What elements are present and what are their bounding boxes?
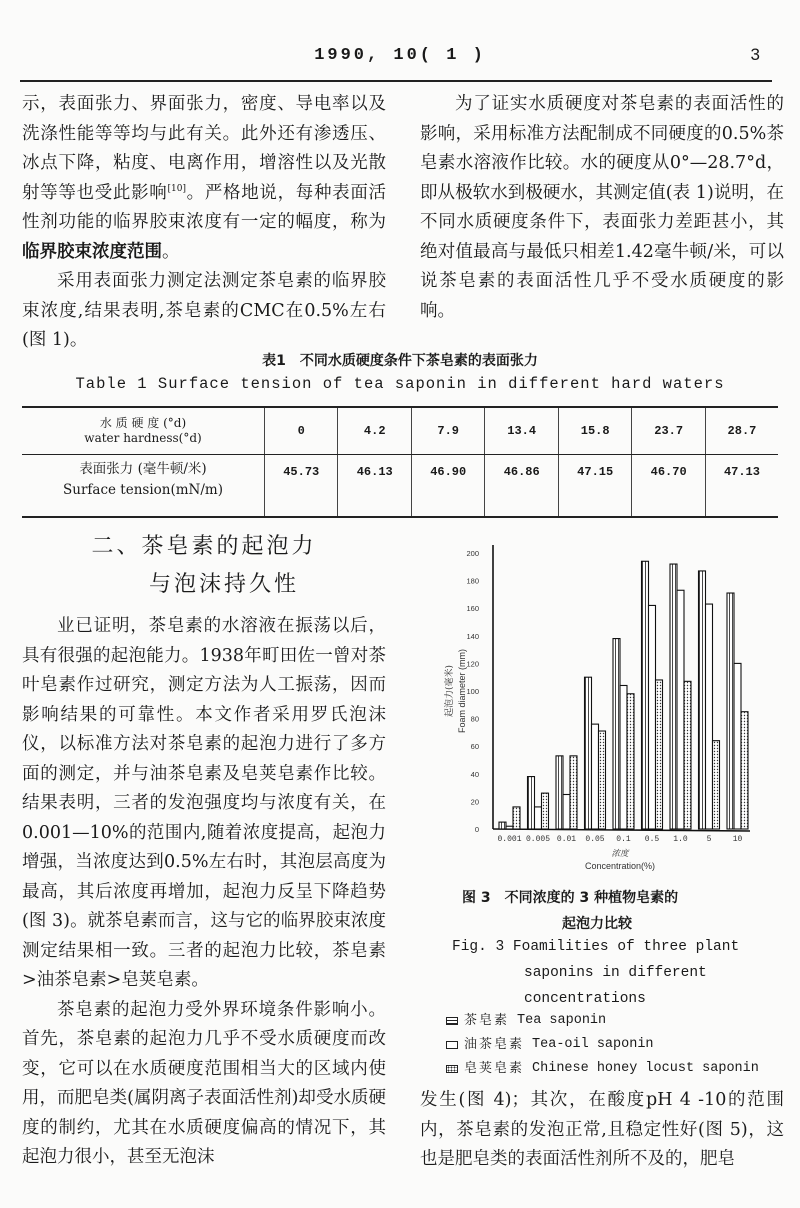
citation: [10] xyxy=(167,183,186,194)
figure-caption-en xyxy=(452,934,792,1012)
legend-en: Tea saponin xyxy=(517,1013,607,1028)
bar-tea-saponin xyxy=(556,756,563,829)
table-caption-en: Table 1 Surface tension of tea saponin in different hard waters xyxy=(75,375,725,393)
y-tick-label: 200 xyxy=(466,549,479,558)
row-header xyxy=(22,407,265,455)
bar-tea-saponin xyxy=(670,564,677,829)
x-axis-label-en: Concentration(%) xyxy=(584,861,656,871)
surface-tension-table xyxy=(22,406,778,518)
figure-caption-cn xyxy=(440,885,770,937)
bar-honey-locust-saponin xyxy=(741,712,748,829)
paragraph: 业已证明，茶皂素的水溶液在振荡以后，具有很强的起泡能力。1938年町田佐一曾对茶叶皂素作过研究，测定方法为人工振荡，因而影响结果的可靠性。本文作者采用罗氏泡沫仪，以标准方法对茶皂素的起泡力进行了多方面的测定，并与油茶皂素及皂荚皂素作比较。结果表明，三者的发泡强度均与浓度有关，在0.001—10%的范围内,随着浓度提高，起泡力增强，当浓度达到0.5%左右时，其泡层高度为最高，其后浓度再增加，起泡力反呈下降趋势(图 3)。就茶皂素而言，这与它的临界胶束浓度测定结果相一致。三者的起泡力比较，茶皂素>油茶皂素>皂荚皂素。 xyxy=(22,616,386,990)
table-cell: 45.73 xyxy=(265,455,338,518)
table-cell: 47.13 xyxy=(723,465,760,479)
bar-tea-saponin xyxy=(613,639,620,829)
x-tick-label: 0.1 xyxy=(616,835,631,844)
y-tick-label: 100 xyxy=(466,687,479,696)
legend-item-tea xyxy=(446,1009,796,1033)
bar-honey-locust-saponin xyxy=(627,694,634,829)
bar-tea-oil-saponin xyxy=(706,604,713,829)
running-header xyxy=(0,42,800,72)
y-tick-label: 140 xyxy=(466,631,479,641)
header-rule xyxy=(20,80,772,82)
bold-term: 临界胶束浓度范围 xyxy=(22,241,162,262)
bar-tea-oil-saponin xyxy=(649,605,656,829)
right-column-bottom xyxy=(420,1086,784,1175)
left-column-bottom xyxy=(22,612,386,1173)
bar-tea-oil-saponin xyxy=(535,807,542,829)
bar-tea-oil-saponin xyxy=(563,795,570,830)
paragraph: 为了证实水质硬度对茶皂素的表面活性的影响，采用标准方法配制成不同硬度的0.5%茶皂素水溶液作比较。水的硬度从0°—28.7°d，即从极软水到极硬水，其测定值(表 1)说明，在不同水质硬度条件下，表面张力差距甚小，其绝对值最高与最低只相差1.42毫牛顿/米，可以说茶皂素的表面活性几乎不受水质硬度的影响。 xyxy=(420,94,784,321)
table-cell: 46.86 xyxy=(485,455,558,518)
bar-honey-locust-saponin xyxy=(542,793,549,829)
legend-cn: 茶皂素 xyxy=(464,1013,510,1028)
bar-honey-locust-saponin xyxy=(599,731,606,829)
right-column-top xyxy=(420,90,784,326)
figure-caption-cn-line2: 起泡力比较 xyxy=(562,916,632,932)
bar-honey-locust-saponin xyxy=(570,756,577,829)
x-tick-label: 0.5 xyxy=(644,835,660,844)
row-header xyxy=(22,455,265,518)
bar-tea-saponin xyxy=(642,561,649,829)
text: 。 xyxy=(162,241,180,262)
row-header-en: Surface tension(mN/m) xyxy=(63,482,223,498)
bar-tea-saponin xyxy=(727,593,734,829)
table-caption-cn: 表1 不同水质硬度条件下茶皂素的表面张力 xyxy=(262,353,538,369)
bar-tea-oil-saponin xyxy=(620,685,627,829)
table-cell: 0 xyxy=(265,407,338,455)
page-number: 3 xyxy=(750,45,760,64)
y-tick-label: 20 xyxy=(470,797,479,807)
bar-tea-oil-saponin xyxy=(506,826,513,829)
y-axis-label-cn: 起泡力(毫米) xyxy=(445,664,455,718)
table-cell: 28.7 xyxy=(705,407,778,455)
figure-caption-cn-line1: 图 3 不同浓度的 3 种植物皂素的 xyxy=(462,890,679,906)
x-tick-label: 0.01 xyxy=(556,835,577,844)
chart-legend xyxy=(446,1009,796,1081)
x-tick-label: 10 xyxy=(732,835,743,844)
bar-honey-locust-saponin xyxy=(713,741,720,829)
legend-cn: 皂荚皂素 xyxy=(464,1061,525,1076)
table-cell: 23.7 xyxy=(632,407,705,455)
legend-en: Tea-oil saponin xyxy=(532,1037,654,1052)
bar-tea-saponin xyxy=(499,822,506,829)
text: 。严格地说，每种表面活性剂功能的临界胶束浓度有一定的幅度，称为 xyxy=(22,182,387,232)
bar-tea-oil-saponin xyxy=(734,663,741,829)
table-cell: 7.9 xyxy=(411,407,484,455)
x-axis-label-cn: 浓度 xyxy=(611,849,629,859)
table-cell: 46.90 xyxy=(411,455,484,518)
striped-swatch-icon xyxy=(446,1017,458,1025)
y-tick-label: 60 xyxy=(470,742,479,752)
table-cell: 47.15 xyxy=(558,455,631,518)
table-cell: 15.8 xyxy=(558,407,631,455)
paragraph: 茶皂素的起泡力受外界环境条件影响小。首先，茶皂素的起泡力几乎不受水质硬度而改变，它可以在水质硬度范围相当大的区域内使用，而肥皂类(属阴离子表面活性剂)却受水质硬度的制约，尤其在水质硬度偏高的情况下，其起泡力很小，甚至无泡沫 xyxy=(22,999,386,1167)
section-title-line2: 与泡沫持久性 xyxy=(148,572,299,597)
dotted-swatch-icon xyxy=(446,1065,458,1073)
x-tick-label: 0.001 xyxy=(497,835,522,844)
table-row-hardness xyxy=(22,407,778,455)
section-title-line1: 二、茶皂素的起泡力 xyxy=(91,534,317,559)
y-axis-label-en: Foam diameter (mm) xyxy=(457,648,467,734)
row-header-cn: 表面张力 (毫牛顿/米) xyxy=(79,461,207,477)
y-tick-label: 0 xyxy=(474,825,479,834)
left-column-top xyxy=(22,90,386,356)
foam-chart xyxy=(440,540,780,885)
y-tick-label: 40 xyxy=(470,769,479,779)
bar-honey-locust-saponin xyxy=(656,680,663,829)
legend-item-locust xyxy=(446,1057,796,1081)
y-tick-label: 120 xyxy=(466,659,479,669)
legend-cn: 油茶皂素 xyxy=(464,1037,525,1052)
bar-tea-saponin xyxy=(528,777,535,829)
chart-svg xyxy=(440,540,780,885)
bar-tea-oil-saponin xyxy=(592,724,599,829)
table-cell: 46.70 xyxy=(632,455,705,518)
table-cell: 46.13 xyxy=(338,455,411,518)
bar-tea-saponin xyxy=(699,571,706,829)
row-header-en: water hardness(°d) xyxy=(84,431,202,445)
bar-tea-oil-saponin xyxy=(677,590,684,829)
x-tick-label: 0.05 xyxy=(585,835,605,844)
journal-issue: 1990, 10( 1 ) xyxy=(314,46,486,65)
paragraph xyxy=(22,90,386,267)
bar-tea-saponin xyxy=(585,677,592,829)
figure-caption-en-line2: saponins in different xyxy=(524,965,707,981)
bar-honey-locust-saponin xyxy=(513,807,520,829)
y-tick-label: 160 xyxy=(466,604,479,614)
legend-en: Chinese honey locust saponin xyxy=(532,1061,759,1076)
x-tick-label: 0.005 xyxy=(525,835,551,844)
table-row-tension xyxy=(22,455,778,518)
text: 示，表面张力、界面张力，密度、导电率以及洗涤性能等等均与此有关。此外还有渗透压、冰点下降，粘度、电离作用，增溶性以及光散射等等也受此影响 xyxy=(22,94,386,203)
paragraph: 发生(图 4)；其次，在酸度pH 4 -10的范围内，茶皂素的发泡正常,且稳定性好(图 5)，这也是肥皂类的表面活性剂所不及的，肥皂 xyxy=(420,1090,784,1169)
row-header-cn: 水 质 硬 度 (°d) xyxy=(99,416,187,430)
y-tick-label: 180 xyxy=(466,576,479,586)
table-cell: 13.4 xyxy=(485,407,558,455)
figure-caption-en-line3: concentrations xyxy=(524,991,646,1007)
legend-item-tea-oil xyxy=(446,1033,796,1057)
x-tick-label: 1.0 xyxy=(673,835,688,844)
table-cell: 4.2 xyxy=(338,407,411,455)
paragraph: 采用表面张力测定法测定茶皂素的临界胶束浓度,结果表明,茶皂素的CMC在0.5%左右(图 1)。 xyxy=(22,271,386,350)
open-swatch-icon xyxy=(446,1041,458,1049)
figure-caption-en-line1: Fig. 3 Foamilities of three plant xyxy=(452,939,740,955)
bar-honey-locust-saponin xyxy=(684,681,691,829)
x-tick-label: 5 xyxy=(706,835,712,844)
y-tick-label: 80 xyxy=(470,714,479,724)
section-heading xyxy=(22,528,386,604)
